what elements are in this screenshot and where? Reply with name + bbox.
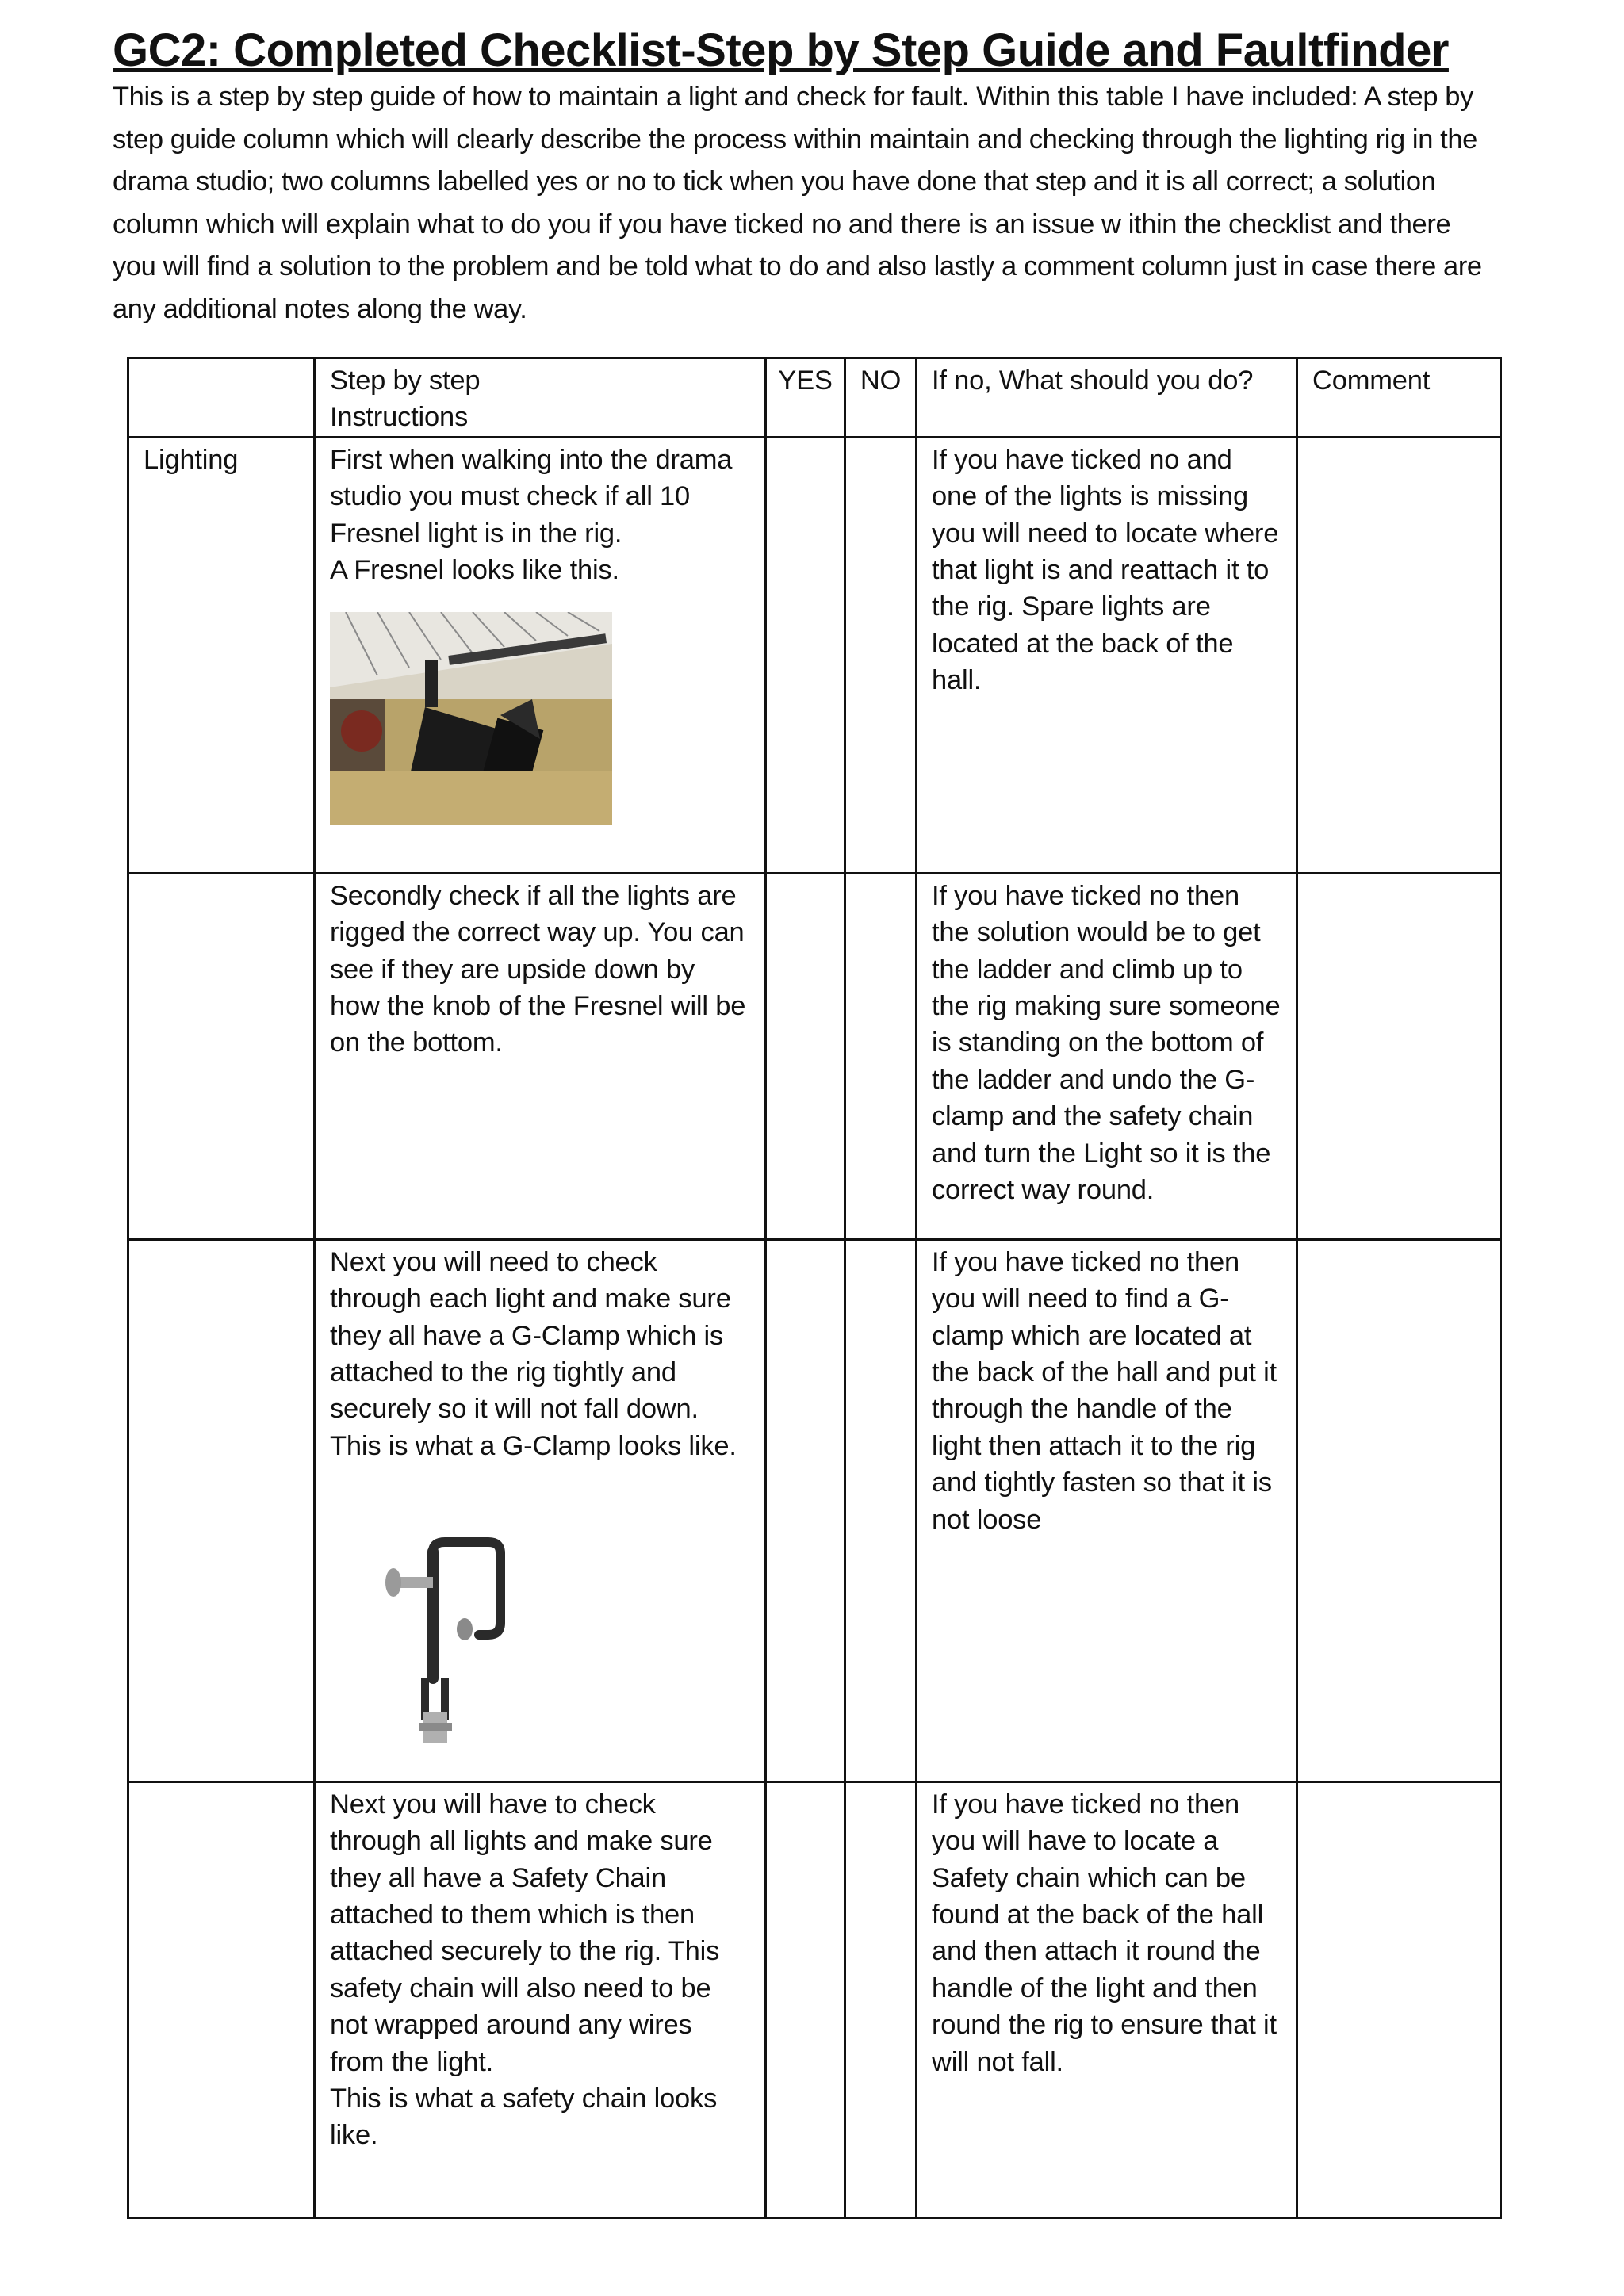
step-text: Next you will have to check through all lights and make sure they all have a Safety Chain attached to them which is then attached securely to the rig. This safety chain will also need to be not wrapped around any wires from the light. This is what a safety chain looks like. (315, 1781, 766, 2218)
document-title: GC2: Completed Checklist-Step by Step Guide and Faultfinder (113, 25, 1449, 76)
step-text: First when walking into the drama studio you must check if all 10 Fresnel light is in the rig. A Fresnel looks like this. (330, 444, 733, 586)
checklist-table (127, 357, 1502, 2219)
yes-checkbox-cell[interactable] (766, 1239, 845, 1781)
header-step: Step by step Instructions (315, 358, 766, 438)
no-checkbox-cell[interactable] (845, 437, 917, 873)
header-solution: If no, What should you do? (917, 358, 1297, 438)
yes-checkbox-cell[interactable] (766, 1781, 845, 2218)
solution-cell: If you have ticked no and one of the lights is missing you will need to locate where that light is and reattach it to the rig. Spare lights are located at the back of the hall. (917, 437, 1297, 873)
row-category (128, 1781, 315, 2218)
header-yes: YES (766, 358, 845, 438)
table-row (128, 873, 1501, 1239)
comment-cell[interactable] (1297, 437, 1501, 873)
intro-paragraph: This is a step by step guide of how to maintain a light and check for fault. Within this table I have included: A step by step guide column which will clearly describe the process within maintain and checking through the lighting rig in the drama studio; two columns labelled yes or no to tick when you have done that step and it is all correct; a solution column which will explain what to do you if you have ticked no and there is an issue w ithin the checklist and there you will find a solution to the problem and be told what to do and also lastly a comment column just in case there are any additional notes along the way. (113, 82, 1482, 324)
header-no: NO (845, 358, 917, 438)
step-cell (315, 1239, 766, 1781)
yes-checkbox-cell[interactable] (766, 873, 845, 1239)
g-clamp-photo (377, 1536, 520, 1750)
solution-cell: If you have ticked no then you will need to find a G-clamp which are located at the back of the hall and put it through the handle of the light then attach it to the rig and tightly fasten so that it is not loose (917, 1239, 1297, 1781)
comment-cell[interactable] (1297, 1781, 1501, 2218)
step-text: Secondly check if all the lights are rigged the correct way up. You can see if they are upside down by how the knob of the Fresnel will be on the bottom. (315, 873, 766, 1239)
header-category (128, 358, 315, 438)
comment-cell[interactable] (1297, 1239, 1501, 1781)
comment-cell[interactable] (1297, 873, 1501, 1239)
row-category: Lighting (128, 437, 315, 873)
solution-cell: If you have ticked no then you will have to locate a Safety chain which can be found at the back of the hall and then attach it round the handle of the light and then round the rig to ensure that it will not fall. (917, 1781, 1297, 2218)
step-cell (315, 437, 766, 873)
no-checkbox-cell[interactable] (845, 1781, 917, 2218)
step-text: Next you will need to check through each light and make sure they all have a G-Clamp which is attached to the rig tightly and securely so it will not fall down. This is what a G-Clamp looks like. (330, 1246, 737, 1461)
header-comment: Comment (1297, 358, 1501, 438)
fresnel-light-photo (330, 612, 612, 825)
yes-checkbox-cell[interactable] (766, 437, 845, 873)
no-checkbox-cell[interactable] (845, 1239, 917, 1781)
table-row (128, 1239, 1501, 1781)
row-category (128, 1239, 315, 1781)
table-header-row (128, 358, 1501, 438)
solution-cell: If you have ticked no then the solution would be to get the ladder and climb up to the rig making sure someone is standing on the bottom of the ladder and undo the G-clamp and the safety chain and turn the Light so it is the correct way round. (917, 873, 1297, 1239)
no-checkbox-cell[interactable] (845, 873, 917, 1239)
table-row (128, 437, 1501, 873)
table-row (128, 1781, 1501, 2218)
row-category (128, 873, 315, 1239)
